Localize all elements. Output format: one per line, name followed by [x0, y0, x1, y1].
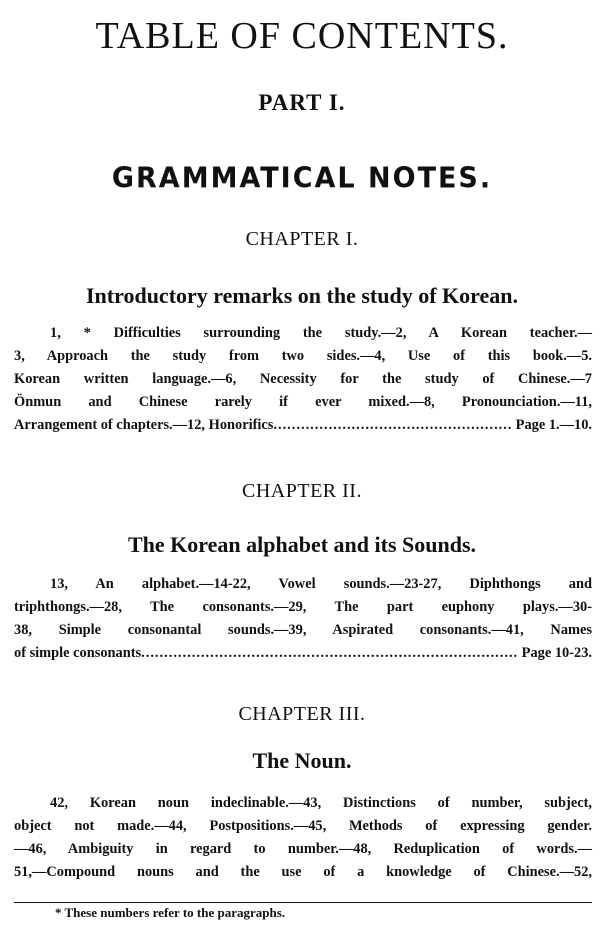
chapter-3-heading: CHAPTER III. — [238, 703, 366, 725]
chapter-3-subtitle: The Noun. — [252, 748, 352, 773]
chapter-3-line: 51,—Compound nouns and the use of a knowledge of Chinese.—52, — [14, 864, 592, 880]
leader-dots — [141, 642, 518, 665]
chapter-3-line: object not made.—44, Postpositions.—45, Methods of expressing gender. — [14, 818, 592, 834]
chapter-2-page-line — [14, 642, 592, 665]
chapter-1-page-line — [14, 414, 592, 437]
chapter-1-line: Korean written language.—6, Necessity for the study of Chinese.—7 — [14, 371, 592, 387]
chapter-2-subtitle: The Korean alphabet and its Sounds. — [127, 532, 477, 557]
chapter-3-contents — [14, 792, 592, 884]
footnote-divider — [14, 902, 592, 903]
chapter-2-contents — [14, 573, 592, 665]
page-title: TABLE OF CONTENTS. — [95, 15, 509, 57]
chapter-2-line: 38, Simple consonantal sounds.—39, Aspirated consonants.—41, Names — [14, 622, 592, 638]
chapter-3-line: 42, Korean noun indeclinable.—43, Distinctions of number, subject, — [50, 795, 592, 811]
chapter-2-line: triphthongs.—28, The consonants.—29, The part euphony plays.—30- — [14, 599, 592, 615]
chapter-2-line: of simple consonants — [14, 645, 142, 661]
chapter-3-line: —46, Ambiguity in regard to number.—48, Reduplication of words.— — [14, 841, 592, 857]
section-title: GRAMMATICAL NOTES. — [111, 162, 493, 195]
chapter-2-heading: CHAPTER II. — [242, 480, 362, 502]
chapter-1-line: 3, Approach the study from two sides.—4, Use of this book.—5. — [14, 348, 592, 364]
chapter-1-subtitle: Introductory remarks on the study of Korean. — [85, 283, 519, 308]
chapter-2-page-ref: Page 10-23. — [521, 645, 592, 661]
chapter-2-line: 13, An alphabet.—14-22, Vowel sounds.—23-27, Diphthongs and — [50, 576, 592, 592]
chapter-1-line: 1, * Difficulties surrounding the study.—2, A Korean teacher.— — [50, 325, 592, 341]
chapter-1-contents — [14, 322, 592, 437]
leader-dots — [273, 414, 511, 437]
chapter-1-heading: CHAPTER I. — [245, 228, 359, 250]
footnote: * These numbers refer to the paragraphs. — [55, 905, 286, 920]
chapter-1-page-ref: Page 1.—10. — [515, 417, 592, 433]
part-title: PART I. — [258, 90, 346, 115]
chapter-1-line: Önmun and Chinese rarely if ever mixed.—8, Pronounciation.—11, — [14, 394, 592, 410]
chapter-1-line: Arrangement of chapters.—12, Honorifics — [14, 417, 274, 433]
